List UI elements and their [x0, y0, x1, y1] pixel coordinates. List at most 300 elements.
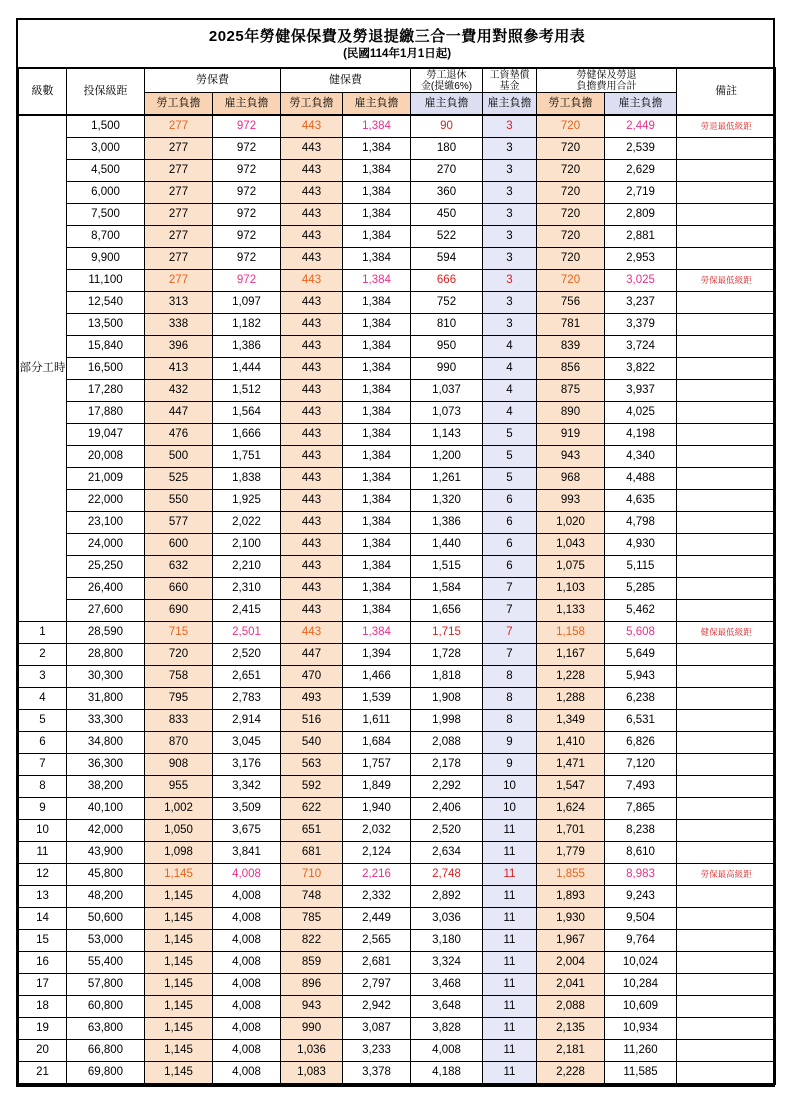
cell-bracket: 33,300 — [67, 709, 145, 731]
cell-bracket: 34,800 — [67, 731, 145, 753]
cell-total-employer: 2,719 — [605, 181, 677, 203]
cell-bracket: 6,000 — [67, 181, 145, 203]
cell-health-worker: 443 — [281, 181, 343, 203]
cell-health-worker: 443 — [281, 137, 343, 159]
part-time-label: 部分工時 — [19, 115, 67, 622]
cell-total-employer: 2,809 — [605, 203, 677, 225]
cell-remark — [677, 137, 776, 159]
cell-labor-worker: 833 — [145, 709, 213, 731]
cell-total-employer: 7,865 — [605, 797, 677, 819]
cell-bracket: 25,250 — [67, 555, 145, 577]
cell-health-worker: 943 — [281, 995, 343, 1017]
cell-pension-employer: 2,292 — [411, 775, 483, 797]
header-health-worker: 勞工負擔 — [281, 92, 343, 115]
cell-pension-employer: 2,520 — [411, 819, 483, 841]
cell-level: 14 — [19, 907, 67, 929]
cell-bracket: 26,400 — [67, 577, 145, 599]
cell-health-employer: 2,216 — [343, 863, 411, 885]
cell-wagefund-employer: 9 — [483, 731, 537, 753]
cell-pension-employer: 3,648 — [411, 995, 483, 1017]
table-row — [19, 335, 776, 357]
cell-remark — [677, 445, 776, 467]
cell-total-worker: 720 — [537, 181, 605, 203]
cell-health-employer: 1,384 — [343, 181, 411, 203]
cell-level: 1 — [19, 621, 67, 643]
cell-bracket: 53,000 — [67, 929, 145, 951]
cell-health-employer: 1,384 — [343, 335, 411, 357]
cell-bracket: 66,800 — [67, 1039, 145, 1061]
cell-health-employer: 1,384 — [343, 115, 411, 138]
header-group-total: 勞健保及勞退 負擔費用合計 — [537, 68, 677, 92]
cell-wagefund-employer: 3 — [483, 225, 537, 247]
cell-wagefund-employer: 11 — [483, 1061, 537, 1084]
table-row — [19, 313, 776, 335]
cell-health-employer: 3,233 — [343, 1039, 411, 1061]
cell-pension-employer: 3,036 — [411, 907, 483, 929]
cell-total-worker: 2,135 — [537, 1017, 605, 1039]
cell-labor-employer: 3,675 — [213, 819, 281, 841]
cell-pension-employer: 2,178 — [411, 753, 483, 775]
cell-total-employer: 4,340 — [605, 445, 677, 467]
cell-health-worker: 896 — [281, 973, 343, 995]
cell-total-worker: 1,701 — [537, 819, 605, 841]
cell-remark — [677, 115, 776, 138]
cell-labor-worker: 720 — [145, 643, 213, 665]
table-row — [19, 269, 776, 291]
cell-total-worker: 1,075 — [537, 555, 605, 577]
cell-total-worker: 1,967 — [537, 929, 605, 951]
cell-wagefund-employer: 8 — [483, 709, 537, 731]
cell-total-employer: 3,237 — [605, 291, 677, 313]
cell-bracket: 20,008 — [67, 445, 145, 467]
remark-note: 勞保最高級距 — [700, 869, 752, 880]
cell-total-worker: 1,020 — [537, 511, 605, 533]
cell-labor-employer: 1,751 — [213, 445, 281, 467]
cell-level: 6 — [19, 731, 67, 753]
table-row — [19, 357, 776, 379]
cell-labor-worker: 1,145 — [145, 1039, 213, 1061]
cell-health-worker: 748 — [281, 885, 343, 907]
cell-remark — [677, 269, 776, 291]
cell-wagefund-employer: 8 — [483, 687, 537, 709]
cell-pension-employer: 522 — [411, 225, 483, 247]
page-title: 2025年勞健保保費及勞退提繳三合一費用對照參考用表 — [208, 28, 586, 45]
table-row — [19, 445, 776, 467]
table-row — [19, 1039, 776, 1061]
cell-total-employer: 11,585 — [605, 1061, 677, 1084]
cell-bracket: 13,500 — [67, 313, 145, 335]
cell-pension-employer: 1,728 — [411, 643, 483, 665]
cell-pension-employer: 3,828 — [411, 1017, 483, 1039]
cell-labor-employer: 972 — [213, 269, 281, 291]
cell-remark — [677, 863, 776, 885]
cell-health-worker: 563 — [281, 753, 343, 775]
cell-health-employer: 1,384 — [343, 203, 411, 225]
cell-health-worker: 443 — [281, 423, 343, 445]
cell-labor-employer: 3,045 — [213, 731, 281, 753]
cell-labor-worker: 277 — [145, 159, 213, 181]
cell-total-employer: 6,531 — [605, 709, 677, 731]
cell-labor-worker: 1,145 — [145, 1017, 213, 1039]
cell-bracket: 57,800 — [67, 973, 145, 995]
cell-bracket: 36,300 — [67, 753, 145, 775]
cell-wagefund-employer: 3 — [483, 203, 537, 225]
cell-remark — [677, 841, 776, 863]
cell-bracket: 38,200 — [67, 775, 145, 797]
page-subtitle: (民國114年1月1日起) — [343, 48, 452, 61]
cell-labor-worker: 600 — [145, 533, 213, 555]
cell-total-worker: 1,779 — [537, 841, 605, 863]
cell-pension-employer: 90 — [411, 115, 483, 138]
cell-labor-employer: 1,512 — [213, 379, 281, 401]
cell-pension-employer: 3,180 — [411, 929, 483, 951]
cell-health-employer: 1,466 — [343, 665, 411, 687]
cell-labor-employer: 1,386 — [213, 335, 281, 357]
cell-labor-employer: 4,008 — [213, 995, 281, 1017]
cell-total-worker: 1,547 — [537, 775, 605, 797]
cell-health-employer: 1,384 — [343, 489, 411, 511]
cell-labor-worker: 660 — [145, 577, 213, 599]
remark-note: 健保最低級距 — [700, 627, 752, 638]
table-row — [19, 709, 776, 731]
cell-health-employer: 1,384 — [343, 159, 411, 181]
cell-total-worker: 1,133 — [537, 599, 605, 621]
cell-total-employer: 8,983 — [605, 863, 677, 885]
cell-pension-employer: 666 — [411, 269, 483, 291]
cell-level: 18 — [19, 995, 67, 1017]
cell-labor-worker: 476 — [145, 423, 213, 445]
cell-labor-worker: 1,145 — [145, 973, 213, 995]
cell-pension-employer: 3,468 — [411, 973, 483, 995]
cell-health-worker: 443 — [281, 555, 343, 577]
cell-health-employer: 1,384 — [343, 291, 411, 313]
cell-pension-employer: 1,261 — [411, 467, 483, 489]
cell-total-worker: 943 — [537, 445, 605, 467]
cell-labor-employer: 4,008 — [213, 951, 281, 973]
cell-health-worker: 443 — [281, 577, 343, 599]
cell-health-employer: 1,384 — [343, 467, 411, 489]
cell-labor-employer: 972 — [213, 247, 281, 269]
cell-health-employer: 1,384 — [343, 621, 411, 643]
cell-labor-worker: 313 — [145, 291, 213, 313]
cell-pension-employer: 4,188 — [411, 1061, 483, 1084]
cell-wagefund-employer: 7 — [483, 621, 537, 643]
cell-wagefund-employer: 11 — [483, 863, 537, 885]
cell-total-worker: 720 — [537, 137, 605, 159]
cell-labor-worker: 870 — [145, 731, 213, 753]
cell-health-worker: 443 — [281, 225, 343, 247]
cell-total-employer: 7,120 — [605, 753, 677, 775]
cell-total-employer: 2,539 — [605, 137, 677, 159]
cell-wagefund-employer: 10 — [483, 775, 537, 797]
cell-total-employer: 10,934 — [605, 1017, 677, 1039]
cell-total-employer: 6,826 — [605, 731, 677, 753]
cell-total-employer: 9,764 — [605, 929, 677, 951]
cell-bracket: 28,800 — [67, 643, 145, 665]
cell-bracket: 15,840 — [67, 335, 145, 357]
cell-total-employer: 3,025 — [605, 269, 677, 291]
cell-total-worker: 839 — [537, 335, 605, 357]
header-group-health: 健保費 — [281, 68, 411, 92]
cell-remark — [677, 951, 776, 973]
cell-labor-employer: 4,008 — [213, 973, 281, 995]
cell-remark — [677, 973, 776, 995]
table-row — [19, 621, 776, 643]
cell-total-worker: 890 — [537, 401, 605, 423]
header-bracket: 投保級距 — [67, 68, 145, 115]
cell-labor-worker: 1,145 — [145, 951, 213, 973]
cell-wagefund-employer: 3 — [483, 181, 537, 203]
premium-reference-table — [18, 20, 776, 1085]
table-row — [19, 753, 776, 775]
cell-total-employer: 3,822 — [605, 357, 677, 379]
cell-remark — [677, 423, 776, 445]
cell-total-worker: 1,228 — [537, 665, 605, 687]
cell-health-employer: 1,384 — [343, 379, 411, 401]
cell-health-employer: 2,332 — [343, 885, 411, 907]
cell-labor-worker: 525 — [145, 467, 213, 489]
cell-bracket: 1,500 — [67, 115, 145, 138]
cell-health-worker: 443 — [281, 247, 343, 269]
cell-remark — [677, 753, 776, 775]
cell-bracket: 63,800 — [67, 1017, 145, 1039]
table-row — [19, 841, 776, 863]
cell-remark — [677, 1017, 776, 1039]
cell-wagefund-employer: 6 — [483, 555, 537, 577]
cell-labor-employer: 4,008 — [213, 1039, 281, 1061]
cell-total-worker: 720 — [537, 269, 605, 291]
header-group-pension: 勞工退休 金(提繳6%) — [411, 68, 483, 92]
table-row — [19, 181, 776, 203]
cell-health-worker: 785 — [281, 907, 343, 929]
cell-pension-employer: 2,748 — [411, 863, 483, 885]
cell-remark — [677, 291, 776, 313]
cell-wagefund-employer: 5 — [483, 445, 537, 467]
table-row — [19, 731, 776, 753]
cell-pension-employer: 1,073 — [411, 401, 483, 423]
cell-total-worker: 2,088 — [537, 995, 605, 1017]
cell-remark — [677, 247, 776, 269]
cell-level: 3 — [19, 665, 67, 687]
cell-labor-employer: 4,008 — [213, 1061, 281, 1084]
cell-total-worker: 781 — [537, 313, 605, 335]
table-row — [19, 159, 776, 181]
table-row — [19, 775, 776, 797]
cell-pension-employer: 2,634 — [411, 841, 483, 863]
header-labor-employer: 雇主負擔 — [213, 92, 281, 115]
cell-labor-employer: 972 — [213, 225, 281, 247]
header-level: 級數 — [19, 68, 67, 115]
cell-remark — [677, 335, 776, 357]
cell-health-worker: 443 — [281, 291, 343, 313]
cell-health-worker: 443 — [281, 203, 343, 225]
table-row — [19, 203, 776, 225]
cell-total-employer: 4,488 — [605, 467, 677, 489]
cell-health-employer: 1,384 — [343, 577, 411, 599]
cell-total-employer: 5,943 — [605, 665, 677, 687]
cell-health-worker: 443 — [281, 269, 343, 291]
cell-bracket: 9,900 — [67, 247, 145, 269]
cell-labor-employer: 972 — [213, 159, 281, 181]
cell-bracket: 16,500 — [67, 357, 145, 379]
title-row — [19, 20, 776, 68]
cell-labor-worker: 795 — [145, 687, 213, 709]
remark-note: 勞保最低級距 — [700, 275, 752, 286]
cell-total-employer: 10,609 — [605, 995, 677, 1017]
cell-total-worker: 720 — [537, 203, 605, 225]
cell-health-employer: 1,849 — [343, 775, 411, 797]
cell-health-employer: 2,449 — [343, 907, 411, 929]
table-row — [19, 137, 776, 159]
cell-remark — [677, 907, 776, 929]
cell-labor-employer: 972 — [213, 203, 281, 225]
cell-wagefund-employer: 3 — [483, 313, 537, 335]
cell-total-worker: 1,167 — [537, 643, 605, 665]
cell-health-worker: 651 — [281, 819, 343, 841]
cell-labor-employer: 972 — [213, 137, 281, 159]
cell-pension-employer: 1,200 — [411, 445, 483, 467]
table-row — [19, 423, 776, 445]
cell-pension-employer: 1,515 — [411, 555, 483, 577]
header-health-employer: 雇主負擔 — [343, 92, 411, 115]
cell-labor-employer: 2,100 — [213, 533, 281, 555]
cell-total-employer: 10,024 — [605, 951, 677, 973]
cell-health-employer: 1,384 — [343, 445, 411, 467]
table-row — [19, 951, 776, 973]
cell-remark — [677, 225, 776, 247]
cell-total-worker: 919 — [537, 423, 605, 445]
cell-remark — [677, 819, 776, 841]
cell-pension-employer: 180 — [411, 137, 483, 159]
cell-labor-worker: 277 — [145, 115, 213, 138]
cell-total-worker: 1,103 — [537, 577, 605, 599]
cell-pension-employer: 950 — [411, 335, 483, 357]
cell-total-worker: 2,228 — [537, 1061, 605, 1084]
cell-total-employer: 10,284 — [605, 973, 677, 995]
cell-bracket: 8,700 — [67, 225, 145, 247]
cell-health-worker: 1,083 — [281, 1061, 343, 1084]
cell-wagefund-employer: 6 — [483, 533, 537, 555]
cell-labor-employer: 1,444 — [213, 357, 281, 379]
cell-bracket: 24,000 — [67, 533, 145, 555]
cell-labor-employer: 1,097 — [213, 291, 281, 313]
cell-remark — [677, 533, 776, 555]
cell-total-employer: 9,243 — [605, 885, 677, 907]
cell-total-worker: 720 — [537, 247, 605, 269]
cell-remark — [677, 357, 776, 379]
cell-labor-worker: 447 — [145, 401, 213, 423]
cell-level: 9 — [19, 797, 67, 819]
cell-wagefund-employer: 7 — [483, 577, 537, 599]
cell-pension-employer: 2,406 — [411, 797, 483, 819]
cell-wagefund-employer: 3 — [483, 269, 537, 291]
table-row — [19, 115, 776, 138]
cell-remark — [677, 621, 776, 643]
cell-total-employer: 3,379 — [605, 313, 677, 335]
cell-remark — [677, 555, 776, 577]
cell-health-worker: 540 — [281, 731, 343, 753]
cell-health-employer: 1,384 — [343, 137, 411, 159]
cell-total-employer: 4,635 — [605, 489, 677, 511]
cell-health-employer: 1,394 — [343, 643, 411, 665]
cell-total-worker: 875 — [537, 379, 605, 401]
cell-level: 11 — [19, 841, 67, 863]
cell-health-worker: 443 — [281, 335, 343, 357]
cell-health-worker: 622 — [281, 797, 343, 819]
cell-labor-employer: 3,342 — [213, 775, 281, 797]
cell-health-employer: 2,681 — [343, 951, 411, 973]
cell-level: 20 — [19, 1039, 67, 1061]
cell-bracket: 27,600 — [67, 599, 145, 621]
cell-pension-employer: 1,037 — [411, 379, 483, 401]
cell-bracket: 28,590 — [67, 621, 145, 643]
cell-level: 12 — [19, 863, 67, 885]
cell-labor-employer: 3,841 — [213, 841, 281, 863]
cell-level: 8 — [19, 775, 67, 797]
cell-labor-worker: 1,098 — [145, 841, 213, 863]
cell-health-worker: 1,036 — [281, 1039, 343, 1061]
cell-labor-employer: 2,022 — [213, 511, 281, 533]
cell-labor-worker: 277 — [145, 247, 213, 269]
cell-health-worker: 443 — [281, 621, 343, 643]
cell-health-worker: 990 — [281, 1017, 343, 1039]
cell-health-worker: 710 — [281, 863, 343, 885]
table-row — [19, 489, 776, 511]
cell-pension-employer: 360 — [411, 181, 483, 203]
cell-labor-employer: 4,008 — [213, 885, 281, 907]
cell-level: 16 — [19, 951, 67, 973]
cell-wagefund-employer: 3 — [483, 247, 537, 269]
cell-total-employer: 8,610 — [605, 841, 677, 863]
cell-level: 13 — [19, 885, 67, 907]
cell-total-worker: 1,855 — [537, 863, 605, 885]
cell-total-worker: 1,288 — [537, 687, 605, 709]
cell-remark — [677, 511, 776, 533]
cell-bracket: 50,600 — [67, 907, 145, 929]
cell-total-worker: 993 — [537, 489, 605, 511]
cell-labor-worker: 277 — [145, 269, 213, 291]
cell-health-employer: 2,942 — [343, 995, 411, 1017]
cell-health-worker: 443 — [281, 489, 343, 511]
table-frame — [16, 18, 775, 1087]
cell-bracket: 11,100 — [67, 269, 145, 291]
cell-pension-employer: 990 — [411, 357, 483, 379]
cell-health-worker: 443 — [281, 401, 343, 423]
cell-pension-employer: 1,715 — [411, 621, 483, 643]
cell-labor-employer: 1,838 — [213, 467, 281, 489]
cell-bracket: 42,000 — [67, 819, 145, 841]
cell-wagefund-employer: 11 — [483, 929, 537, 951]
cell-remark — [677, 577, 776, 599]
table-row — [19, 577, 776, 599]
cell-pension-employer: 1,143 — [411, 423, 483, 445]
cell-health-employer: 2,032 — [343, 819, 411, 841]
cell-total-worker: 1,893 — [537, 885, 605, 907]
cell-remark — [677, 599, 776, 621]
cell-health-employer: 1,384 — [343, 599, 411, 621]
cell-health-employer: 3,378 — [343, 1061, 411, 1084]
table-row — [19, 995, 776, 1017]
cell-labor-worker: 1,145 — [145, 907, 213, 929]
cell-health-employer: 1,539 — [343, 687, 411, 709]
cell-labor-employer: 2,310 — [213, 577, 281, 599]
cell-bracket: 43,900 — [67, 841, 145, 863]
cell-health-worker: 681 — [281, 841, 343, 863]
cell-pension-employer: 1,440 — [411, 533, 483, 555]
cell-labor-employer: 972 — [213, 115, 281, 138]
cell-pension-employer: 270 — [411, 159, 483, 181]
cell-total-worker: 968 — [537, 467, 605, 489]
